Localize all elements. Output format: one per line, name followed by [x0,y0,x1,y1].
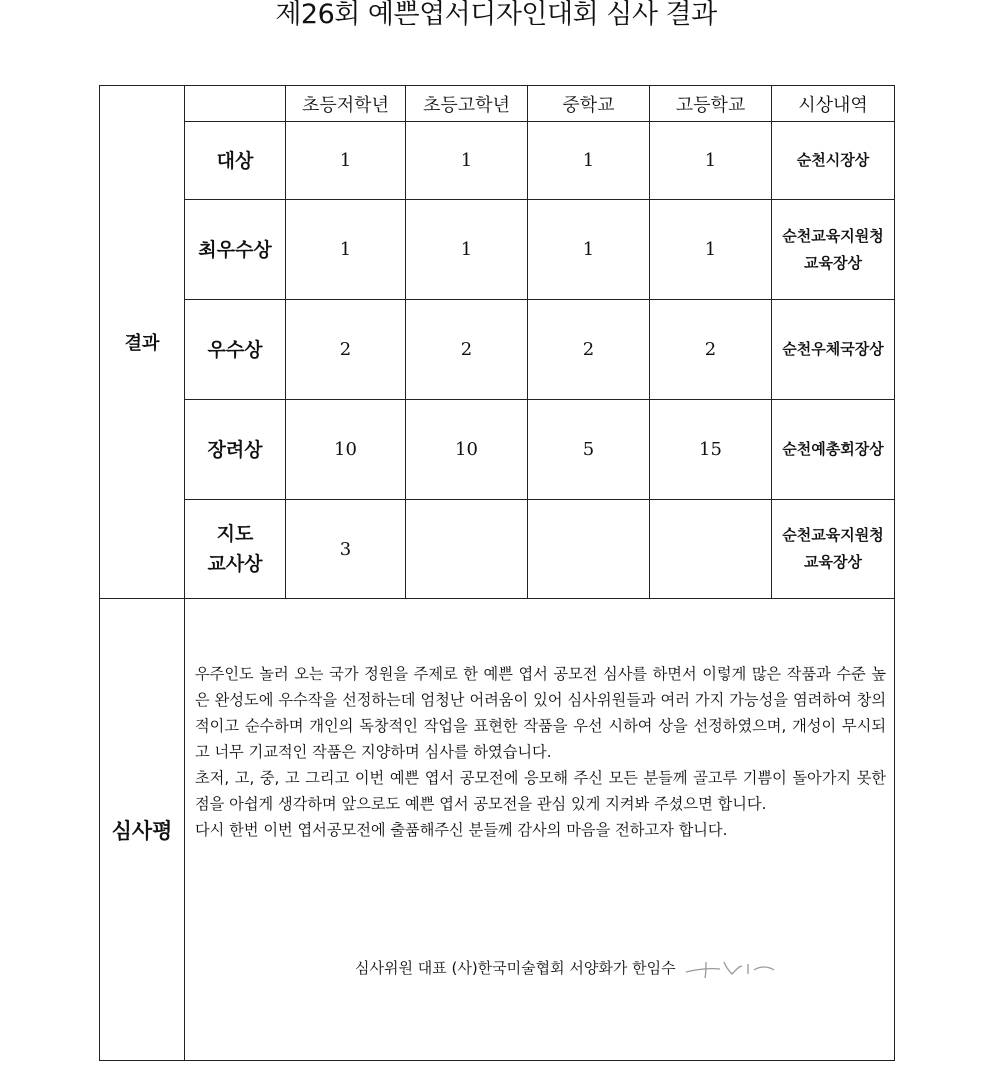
prize-line: 순천예총회장상 [782,440,884,458]
column-header: 초등고학년 [406,86,528,122]
column-header: 시상내역 [772,86,895,122]
count-cell: 5 [528,400,650,500]
prize-cell [772,122,895,200]
count-cell: 1 [528,200,650,300]
table-row [100,500,895,599]
count-cell: 1 [406,122,528,200]
review-paragraph: 다시 한번 이번 엽서공모전에 출품해주신 분들께 감사의 마음을 전하고자 합니다. [195,821,728,839]
award-name-line: 최우수상 [198,238,272,261]
prize-line: 교육장상 [804,553,862,571]
award-name-line: 장려상 [207,438,263,461]
count-cell: 2 [286,300,406,400]
award-name [185,300,286,400]
count-cell [528,500,650,599]
count-cell: 10 [286,400,406,500]
prize-cell [772,400,895,500]
prize-line: 순천시장상 [796,151,870,169]
count-cell: 10 [406,400,528,500]
count-cell: 1 [650,122,772,200]
count-cell: 15 [650,400,772,500]
review-label: 심사평 [100,599,185,1061]
table-row [100,400,895,500]
result-label: 결과 [100,86,185,599]
header-row [100,86,895,122]
signature-line [355,957,780,980]
count-cell [406,500,528,599]
prize-line: 순천교육지원청 [782,226,884,245]
table-row [100,122,895,200]
review-row [100,599,895,1061]
table-row [100,200,895,300]
signature-text: 심사위원 대표 (사)한국미술협회 서양화가 한임수 [355,959,676,977]
prize-line: 순천교육지원청 [782,526,884,544]
column-header: 초등저학년 [286,86,406,122]
award-name-line: 교사상 [207,553,263,575]
review-paragraph: 초저, 고, 중, 고 그리고 이번 예쁜 엽서 공모전에 응모해 주신 모든 분들께 골고루 기쁨이 돌아가지 못한 점을 아쉽게 생각하며 앞으로도 예쁜 엽서 공모전을 관심 있게 지켜봐 주셨으면 합니다. [195,769,886,813]
count-cell: 2 [650,300,772,400]
page-title: 제26회 예쁜엽서디자인대회 심사 결과 [275,0,717,30]
column-header: 중학교 [528,86,650,122]
handwritten-signature-icon [684,958,780,980]
results-table [99,85,895,1061]
award-name-line: 대상 [216,149,254,172]
count-cell: 3 [286,500,406,599]
table-row [100,300,895,400]
review-cell [185,599,895,1061]
award-name-line: 우수상 [207,338,263,361]
count-cell: 1 [286,122,406,200]
award-name [185,122,286,200]
column-header: 고등학교 [650,86,772,122]
award-name [185,200,286,300]
prize-line: 순천우체국장상 [782,340,884,358]
review-paragraph: 우주인도 놀러 오는 국가 정원을 주제로 한 예쁜 엽서 공모전 심사를 하면서 이렇게 많은 작품과 수준 높은 완성도에 우수작을 선정하는데 엄청난 어려움이 있어 심사위원들과 여러 가지 가능성을 염려하여 창의적이고 순수하며 개인의 독창적인 작업을 표현한 작품을 우선 시하여 상을 선정하였으며, 개성이 무시되고 너무 기교적인 작품은 지양하며 심사를 하였습니다. [195,665,886,761]
review-text [195,661,886,843]
prize-line: 교육장상 [804,253,862,272]
count-cell: 1 [528,122,650,200]
award-name [185,500,286,599]
award-name-line: 지도 [216,523,254,545]
prize-cell [772,300,895,400]
count-cell: 1 [406,200,528,300]
count-cell: 2 [406,300,528,400]
count-cell: 2 [528,300,650,400]
award-name [185,400,286,500]
count-cell: 1 [650,200,772,300]
header-corner-cell [185,86,286,122]
prize-cell [772,200,895,300]
count-cell [650,500,772,599]
prize-cell [772,500,895,599]
count-cell: 1 [286,200,406,300]
